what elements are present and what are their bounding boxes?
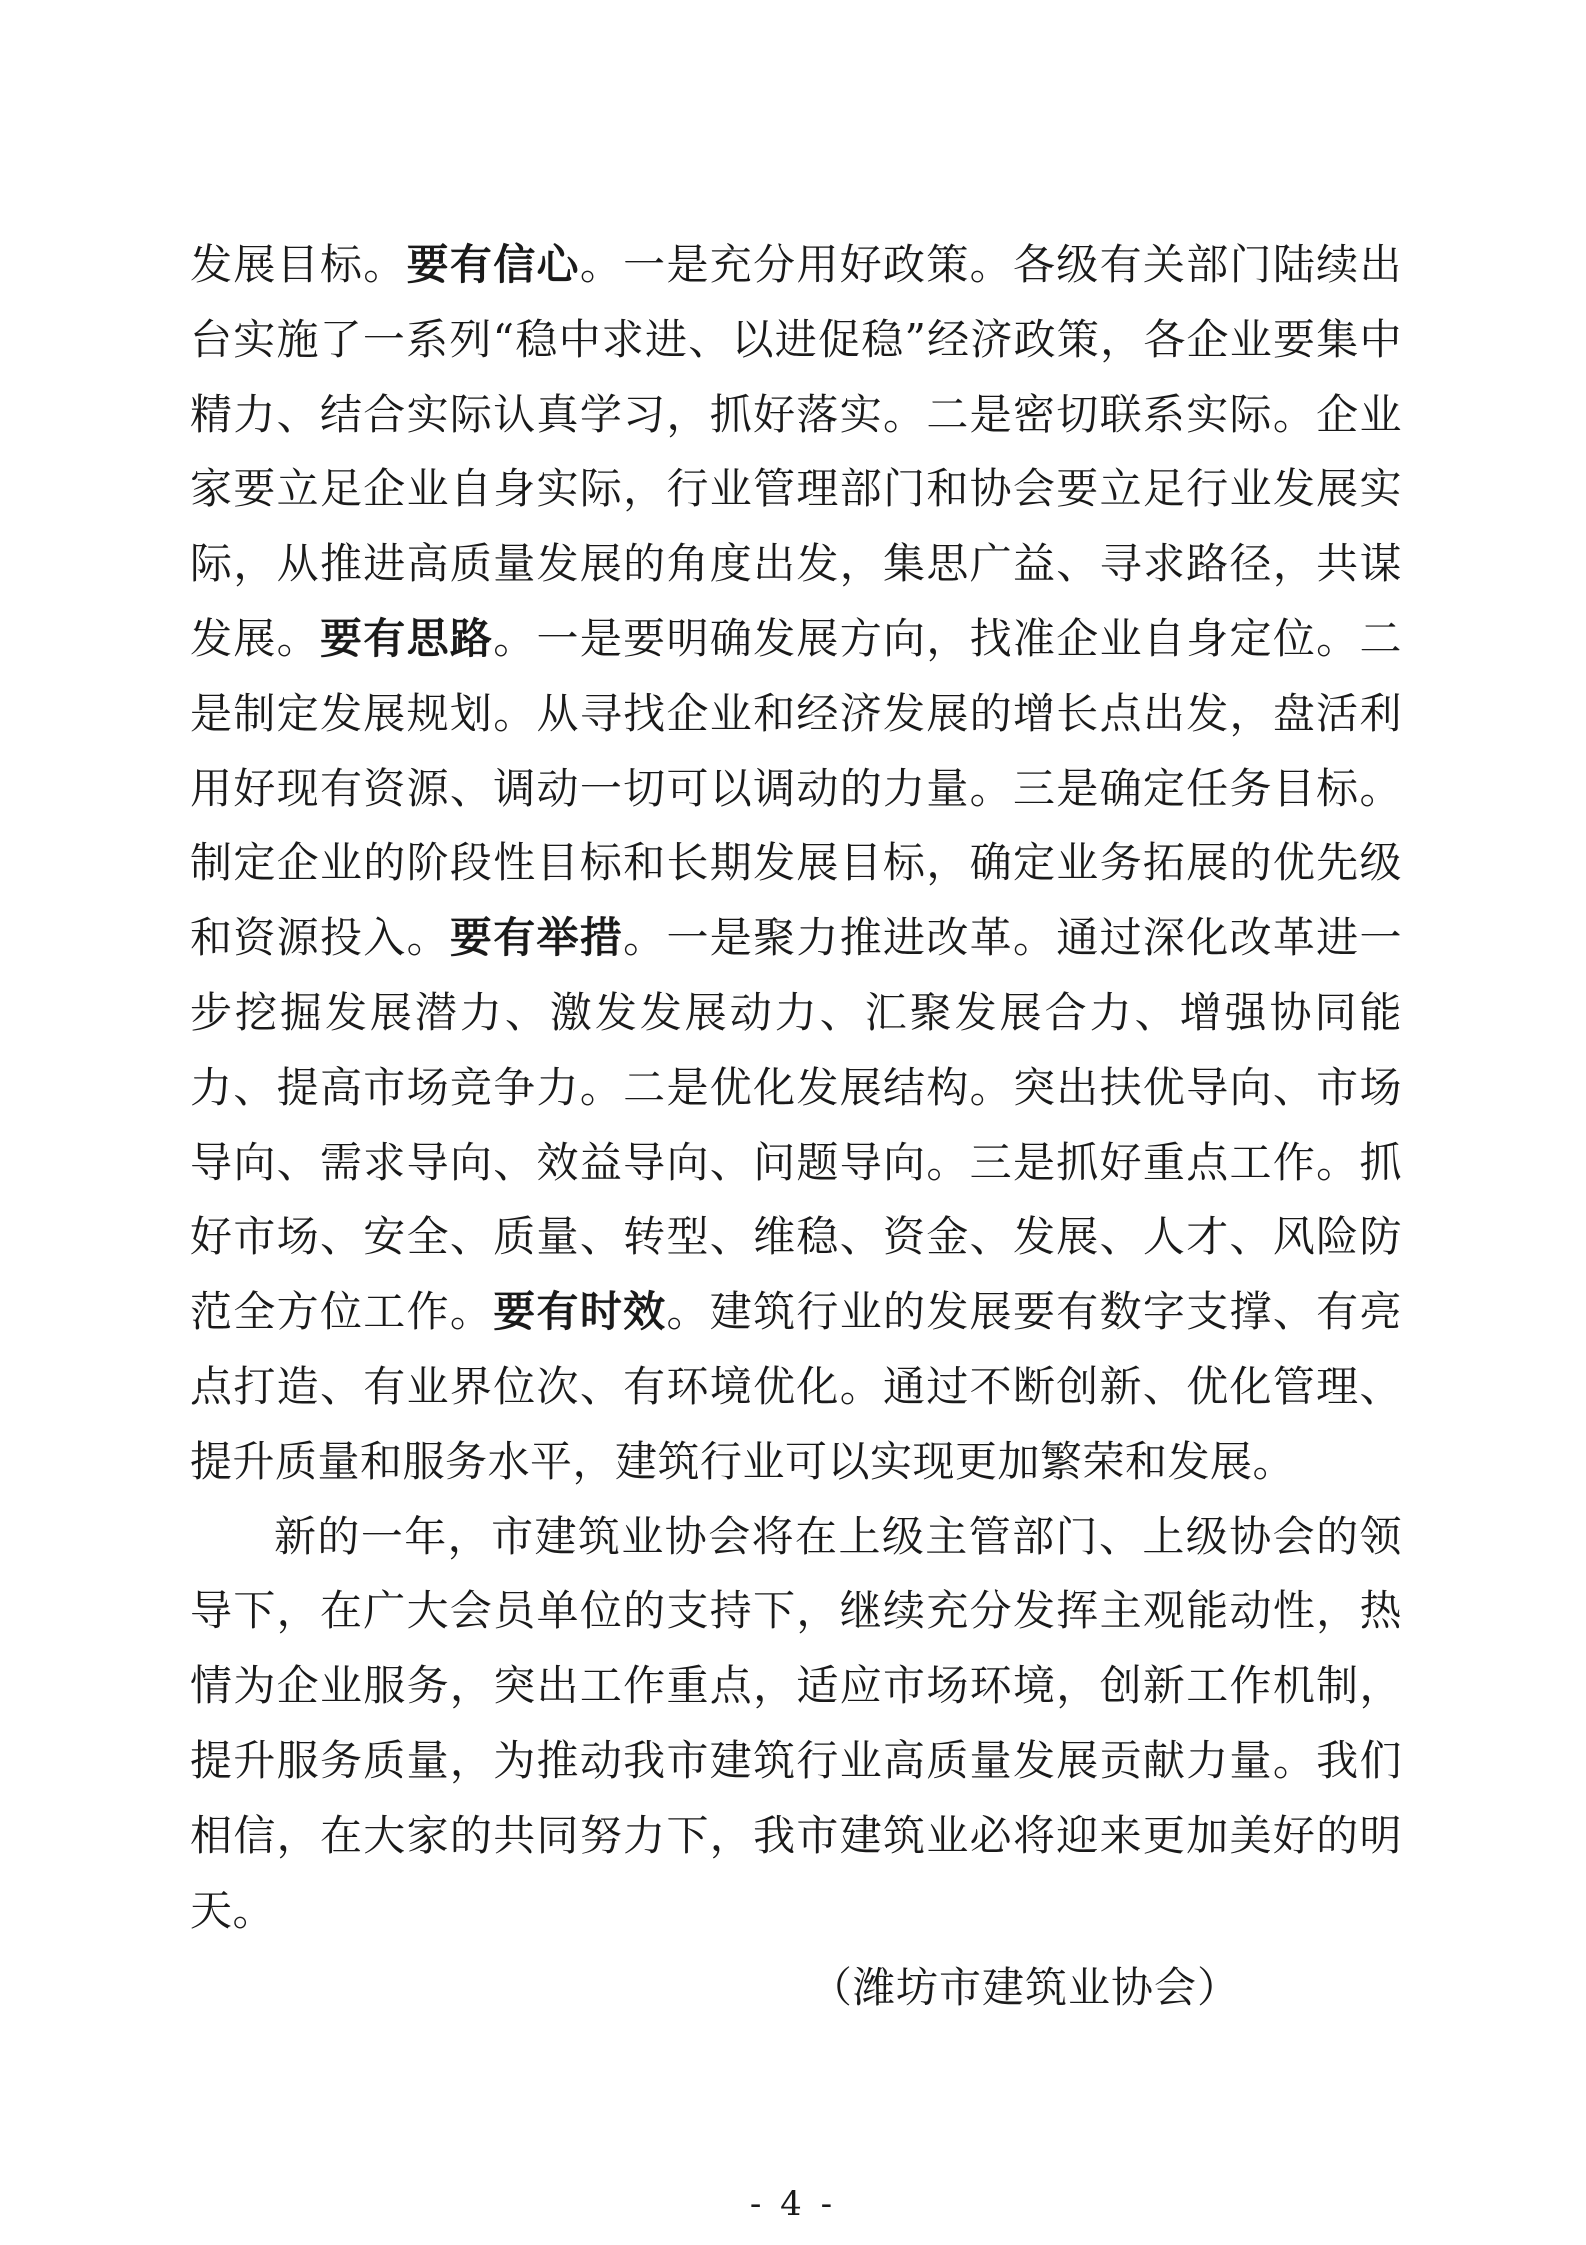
heading-ideas: 要有思路 — [319, 613, 494, 663]
heading-confidence: 要有信心 — [406, 240, 580, 289]
p1-run-2: 。一是充分用好政策。各级有关部门陆续出台实施了一系列“稳中求进、以进促稳”经济政策，各企业要集中精力、结合实际认真学习，抓好落实。二是密切联系实际。企业家要立足企业自身实际，行业管理部门和协会要立足行业发展实际，从推进高质量发展的角度出发，集思广益、寻求路径，共谋发展。 — [190, 240, 1402, 663]
p1-run-4: 。一是要明确发展方向，找准企业自身定位。二是制定发展规划。从寻找企业和经济发展的增长点出发，盘活利用好现有资源、调动一切可以调动的力量。三是确定任务目标。制定企业的阶段性目标和长期发展目标，确定业务拓展的优先级和资源投入。 — [190, 613, 1402, 963]
heading-measures: 要有举措 — [449, 913, 624, 963]
paragraph-2: 新的一年，市建筑业协会将在上级主管部门、上级协会的领导下，在广大会员单位的支持下，继续充分发挥主观能动性，热情为企业服务，突出工作重点，适应市场环境，创新工作机制，提升服务质量，为推动我市建筑行业高质量发展贡献力量。我们相信，在大家的共同努力下，我市建筑业必将迎来更加美好的明天。 — [190, 1511, 1402, 1935]
page-number: - 4 - — [749, 2184, 837, 2224]
heading-effectiveness: 要有时效 — [493, 1287, 667, 1337]
p1-run-6: 。一是聚力推进改革。通过深化改革进一步挖掘发展潜力、激发发展动力、汇聚发展合力、增强协同能力、提高市场竞争力。二是优化发展结构。突出扶优导向、市场导向、需求导向、效益导向、问题导向。三是抓好重点工作。抓好市场、安全、质量、转型、维稳、资金、发展、人才、风险防范全方位工作。 — [190, 913, 1402, 1337]
body-text — [190, 228, 1402, 1948]
signature: （潍坊市建筑业协会） — [809, 1963, 1240, 2012]
p1-run-0: 发展目标。 — [190, 240, 407, 289]
paragraph-1 — [190, 228, 1402, 1500]
p1-run-8: 。建筑行业的发展要有数字支撑、有亮点打造、有业界位次、有环境优化。通过不断创新、优化管理、提升质量和服务水平，建筑行业可以实现更加繁荣和发展。 — [190, 1287, 1402, 1486]
